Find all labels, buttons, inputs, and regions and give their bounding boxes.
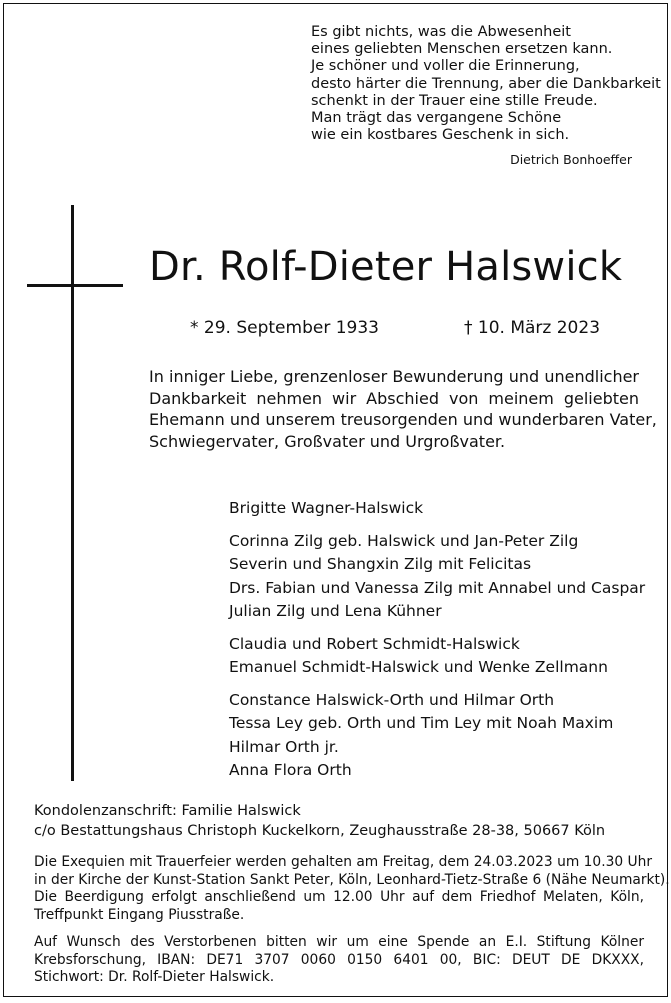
quote-line: Man trägt das vergangene Schöne [311, 110, 562, 127]
mourner-name: Emanuel Schmidt-Halswick und Wenke Zellmann [229, 658, 608, 676]
service-line: Die Exequien mit Trauerfeier werden gehalten am Freitag, dem 24.03.2023 um 10.30 Uhr [34, 854, 653, 870]
mourner-name: Hilmar Orth jr. [229, 737, 339, 756]
condolence-line: Kondolenzanschrift: Familie Halswick [34, 803, 301, 819]
mourner-name: Severin und Shangxin Zilg mit Felicitas [229, 555, 532, 573]
quote-author: Dietrich Bonhoeffer [510, 152, 632, 167]
cross-icon-horizontal-bar [27, 284, 123, 287]
service-line: Die Beerdigung erfolgt anschließend um 12.00 Uhr auf dem Friedhof Melaten, Köln, [34, 889, 644, 905]
farewell-line: In inniger Liebe, grenzenloser Bewunderung und unendlicher [149, 367, 639, 386]
birth-date: * 29. September 1933 [190, 318, 379, 338]
farewell-text [149, 366, 657, 452]
mourner-name: Corinna Zilg geb. Halswick und Jan-Peter Zilg [229, 531, 579, 550]
donation-request [34, 934, 644, 987]
quote-line: desto härter die Trennung, aber die Dankbarkeit [311, 75, 661, 92]
mourners-list [229, 497, 645, 792]
mourner-group [229, 633, 645, 680]
mourner-name: Drs. Fabian und Vanessa Zilg mit Annabel und Caspar [229, 578, 646, 597]
mourner-name: Brigitte Wagner-Halswick [229, 499, 424, 517]
donation-line: Stichwort: Dr. Rolf-Dieter Halswick. [34, 969, 275, 985]
mourner-group [229, 497, 645, 521]
death-date: † 10. März 2023 [464, 318, 601, 338]
service-line: in der Kirche der Kunst-Station Sankt Peter, Köln, Leonhard-Tietz-Straße 6 (Nähe Neumarkt). [34, 871, 670, 888]
service-line: Treffpunkt Eingang Piusstraße. [34, 906, 245, 923]
quote-line: eines geliebten Menschen ersetzen kann. [311, 41, 613, 58]
quote-line: Es gibt nichts, was die Abwesenheit [311, 24, 571, 40]
mourner-name: Julian Zilg und Lena Kühner [229, 602, 442, 620]
quote-line: Je schöner und voller die Erinnerung, [311, 58, 580, 75]
mourner-name: Claudia und Robert Schmidt-Halswick [229, 634, 520, 653]
deceased-name: Dr. Rolf-Dieter Halswick [149, 244, 623, 290]
condolence-address [34, 801, 644, 841]
donation-line: Krebsforschung, IBAN: DE71 3707 0060 0150 6401 00, BIC: DEUT DE DKXXX, [34, 951, 644, 968]
quote-line: schenkt in der Trauer eine stille Freude. [311, 92, 598, 109]
quote-line: wie ein kostbares Geschenk in sich. [311, 127, 570, 144]
obituary-notice [3, 3, 668, 997]
bonhoeffer-quote [311, 24, 661, 144]
farewell-line: Ehemann und unserem treusorgenden und wunderbaren Vater, [149, 410, 657, 430]
mourner-name: Constance Halswick-Orth und Hilmar Orth [229, 690, 555, 709]
mourner-group [229, 689, 645, 783]
mourner-name: Tessa Ley geb. Orth und Tim Ley mit Noah Maxim [229, 714, 614, 732]
condolence-line: c/o Bestattungshaus Christoph Kuckelkorn, Zeughausstraße 28-38, 50667 Köln [34, 823, 606, 839]
donation-line: Auf Wunsch des Verstorbenen bitten wir um eine Spende an E.I. Stiftung Kölner [34, 934, 644, 950]
cross-icon-vertical-bar [71, 205, 74, 781]
farewell-line: Schwiegervater, Großvater und Urgroßvater. [149, 431, 506, 451]
farewell-line: Dankbarkeit nehmen wir Abschied von meinem geliebten [149, 388, 639, 408]
funeral-service-info [34, 854, 670, 924]
mourner-name: Anna Flora Orth [229, 761, 352, 779]
mourner-group [229, 530, 645, 624]
